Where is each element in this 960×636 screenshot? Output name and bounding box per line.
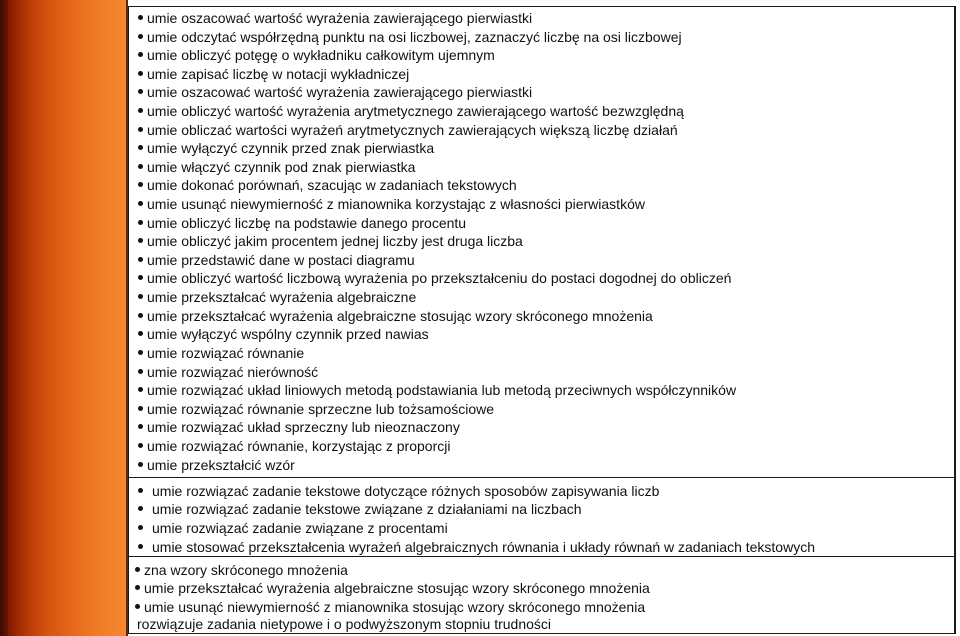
list-item-text: umie rozwiązać zadanie związane z procentami <box>152 519 448 536</box>
list-item-text: umie włączyć czynnik pod znak pierwiastka <box>147 158 416 175</box>
bullet-icon <box>138 387 143 392</box>
section-divider-1 <box>129 477 954 478</box>
list-item <box>129 27 954 46</box>
list-item <box>129 343 954 362</box>
list-item-text: zna wzory skróconego mnożenia <box>144 561 348 578</box>
list-item-text: umie stosować przekształcenia wyrażeń algebraicznych równania i układy równań w zadaniach tekstowych <box>152 538 815 555</box>
list-item <box>129 614 954 633</box>
list-item-text: umie usunąć niewymierność z mianownika stosując wzory skróconego mnożenia <box>144 598 646 615</box>
list-item <box>129 8 954 27</box>
left-bar-dark-edge <box>0 0 8 636</box>
list-item-text: umie oszacować wartość wyrażenia zawierającego pierwiastki <box>147 83 533 100</box>
list-item <box>129 120 954 139</box>
bullet-icon <box>138 71 143 76</box>
bullet-icon <box>138 257 143 262</box>
list-item <box>129 157 954 176</box>
bullet-icon <box>138 127 143 132</box>
bullet-icon <box>135 567 140 572</box>
bullet-icon <box>138 238 143 243</box>
list-item <box>129 560 954 579</box>
bullet-icon <box>138 506 143 511</box>
list-item <box>129 324 954 343</box>
list-item <box>129 250 954 269</box>
list-item-text: umie obliczyć jakim procentem jednej liczby jest druga liczba <box>147 232 523 249</box>
list-item <box>129 175 954 194</box>
bullet-icon <box>138 350 143 355</box>
list-item-text: umie obliczyć wartość wyrażenia arytmetycznego zawierającego wartość bezwzględną <box>147 102 684 119</box>
bullet-icon <box>138 89 143 94</box>
bullet-icon <box>138 525 143 530</box>
list-item-text: umie obliczyć liczbę na podstawie danego procentu <box>147 214 467 231</box>
bullet-icon <box>138 294 143 299</box>
bullet-icon <box>138 544 143 549</box>
list-item <box>129 380 954 399</box>
list-item <box>129 455 954 474</box>
list-item-text: umie oszacować wartość wyrażenia zawierającego pierwiastki <box>147 9 533 26</box>
list-item <box>129 362 954 381</box>
list-item-text: umie rozwiązać równanie sprzeczne lub tożsamościowe <box>147 400 495 417</box>
bullet-icon <box>138 275 143 280</box>
list-item-text: umie dokonać porównań, szacując w zadaniach tekstowych <box>147 176 517 193</box>
list-item <box>129 436 954 455</box>
list-item-text: umie przekształcać wyrażenia algebraiczne <box>147 288 417 305</box>
bullet-icon <box>138 164 143 169</box>
bullet-icon <box>138 313 143 318</box>
final-line-text: rozwiązuje zadania nietypowe i o podwyższonym stopniu trudności <box>137 615 551 632</box>
bullet-icon <box>138 15 143 20</box>
list-item <box>129 45 954 64</box>
bullet-icon <box>138 182 143 187</box>
list-item <box>129 213 954 232</box>
list-item-text: umie przekształcać wyrażenia algebraiczne stosując wzory skróconego mnożenia <box>144 579 650 596</box>
list-item-text: umie rozwiązać zadanie tekstowe dotyczące różnych sposobów zapisywania liczb <box>152 482 660 499</box>
bullet-icon <box>138 52 143 57</box>
list-item-text: umie rozwiązać równanie, korzystając z proporcji <box>147 437 451 454</box>
list-item <box>129 231 954 250</box>
list-item <box>129 101 954 120</box>
bullet-icon <box>135 604 140 609</box>
list-item <box>129 578 954 597</box>
list-item-text: umie przekształcić wzór <box>147 456 295 473</box>
list-item <box>129 306 954 325</box>
list-item <box>129 499 954 518</box>
list-item-text: umie wyłączyć wspólny czynnik przed nawias <box>147 325 429 342</box>
list-item-text: umie rozwiązać nierówność <box>147 363 319 380</box>
decorative-left-bar <box>0 0 128 636</box>
list-item-text: umie rozwiązać zadanie tekstowe związane z działaniami na liczbach <box>152 500 582 517</box>
list-item <box>129 399 954 418</box>
list-item <box>129 481 954 500</box>
list-item <box>129 518 954 537</box>
list-item-text: umie rozwiązać równanie <box>147 344 305 361</box>
list-item <box>129 64 954 83</box>
bullet-icon <box>138 331 143 336</box>
list-item-text: umie zapisać liczbę w notacji wykładniczej <box>147 65 410 82</box>
section-divider-2 <box>129 556 954 557</box>
list-item-text: umie odczytać współrzędną punktu na osi liczbowej, zaznaczyć liczbę na osi liczbowej <box>147 28 682 45</box>
requirements-table <box>128 6 956 634</box>
list-item-text: umie obliczyć wartość liczbową wyrażenia po przekształceniu do postaci dogodnej do obliczeń <box>147 269 732 286</box>
list-item-text: umie rozwiązać układ liniowych metodą podstawiania lub metodą przeciwnych współczynników <box>147 381 737 398</box>
list-item <box>129 537 954 556</box>
list-item <box>129 194 954 213</box>
bullet-icon <box>138 34 143 39</box>
list-item-text: umie rozwiązać układ sprzeczny lub nieoznaczony <box>147 418 460 435</box>
bullet-icon <box>138 406 143 411</box>
list-item <box>129 417 954 436</box>
list-item-text: umie obliczać wartości wyrażeń arytmetycznych zawierających większą liczbę działań <box>147 121 678 138</box>
bullet-icon <box>138 488 143 493</box>
bullet-icon <box>138 424 143 429</box>
bullet-icon <box>135 585 140 590</box>
bullet-icon <box>138 443 143 448</box>
list-item <box>129 138 954 157</box>
list-item <box>129 82 954 101</box>
bullet-icon <box>138 201 143 206</box>
bullet-icon <box>138 145 143 150</box>
list-item-text: umie usunąć niewymierność z mianownika korzystając z własności pierwiastków <box>147 195 645 212</box>
list-item-text: umie przekształcać wyrażenia algebraiczne stosując wzory skróconego mnożenia <box>147 307 653 324</box>
list-item-text: umie wyłączyć czynnik przed znak pierwiastka <box>147 139 435 156</box>
bullet-icon <box>138 462 143 467</box>
list-item-text: umie obliczyć potęgę o wykładniku całkowitym ujemnym <box>147 46 495 63</box>
list-item <box>129 268 954 287</box>
bullet-icon <box>138 220 143 225</box>
list-item <box>129 287 954 306</box>
list-item-text: umie przedstawić dane w postaci diagramu <box>147 251 415 268</box>
bullet-icon <box>138 108 143 113</box>
bullet-icon <box>138 369 143 374</box>
